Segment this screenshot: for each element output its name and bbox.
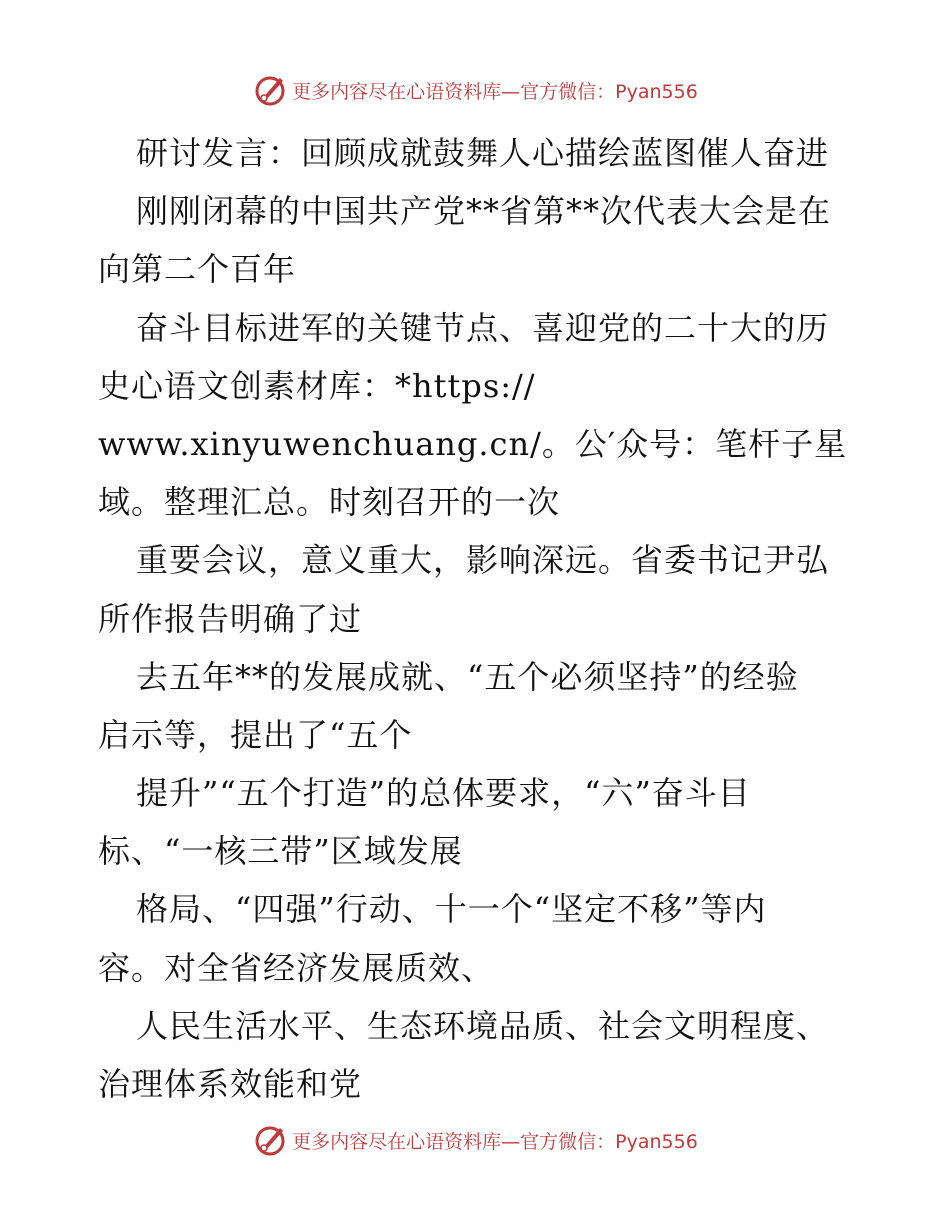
paragraph-line: 提升”“五个打造”的总体要求，“六”奋斗目 [136, 774, 751, 813]
paragraph-line: 标、“一核三带”区域发展 [98, 832, 463, 871]
paragraph-line: 去五年**的发展成就、“五个必须坚持”的经验 [136, 657, 799, 696]
paragraph-line: 所作报告明确了过 [98, 599, 363, 638]
paragraph-line: 奋斗目标进军的关键节点、喜迎党的二十大的历 [136, 308, 830, 347]
paragraph-line: 人民生活水平、生态环境品质、社会文明程度、 [136, 1006, 830, 1045]
document-body [98, 124, 858, 1113]
quill-logo-icon [252, 1122, 288, 1158]
paragraph-line: 容。对全省经济发展质效、 [98, 948, 495, 987]
paragraph-line: www.xinyuwenchuang.cn/。公′众号：笔杆子星 [98, 424, 848, 463]
paragraph-line: 域。整理汇总。时刻召开的一次 [98, 483, 561, 522]
paragraph-line: 刚刚闭幕的中国共产党**省第**次代表大会是在 [136, 192, 832, 231]
header-banner [0, 70, 950, 110]
quill-logo-icon [252, 72, 288, 108]
document-title: 研讨发言：回顾成就鼓舞人心描绘蓝图催人奋进 [136, 134, 830, 172]
paragraph-line: 启示等，提出了“五个 [98, 715, 413, 754]
footer-banner-text: 更多内容尽在心语资料库—官方微信：Pyan556 [292, 1130, 698, 1153]
footer-banner [0, 1120, 950, 1160]
paragraph-line: 史心语文创素材库：*https:// [98, 366, 536, 405]
paragraph-line: 治理体系效能和党 [98, 1065, 363, 1103]
header-banner-text: 更多内容尽在心语资料库—官方微信：Pyan556 [292, 80, 698, 103]
paragraph-line: 重要会议，意义重大，影响深远。省委书记尹弘 [136, 541, 830, 580]
paragraph-line: 格局、“四强”行动、十一个“坚定不移”等内 [136, 890, 767, 929]
paragraph-line: 向第二个百年 [98, 250, 297, 289]
